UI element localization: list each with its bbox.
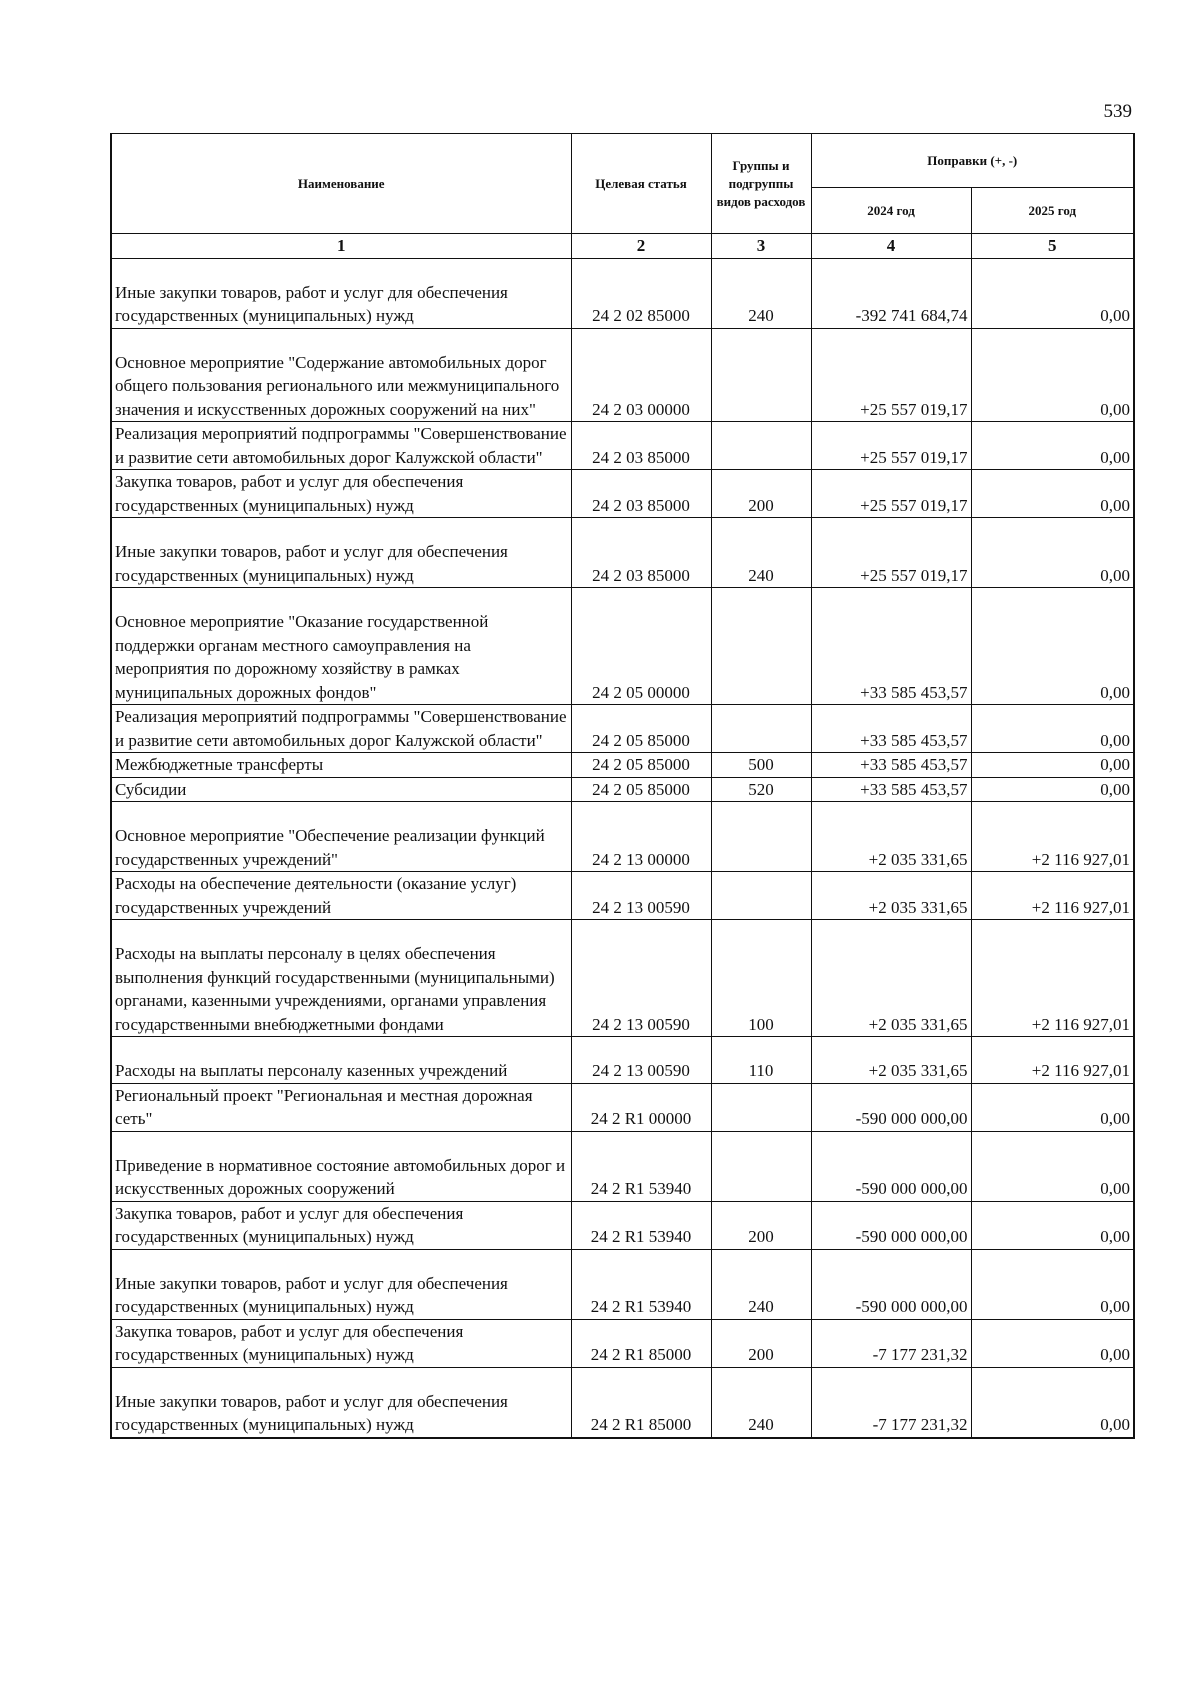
table-body (111, 258, 1134, 1438)
table-row (111, 920, 1134, 1037)
row-amount-2025: 0,00 (971, 1249, 1134, 1319)
row-amount-2024: +2 035 331,65 (811, 920, 971, 1037)
row-expense-group (711, 872, 811, 920)
row-name: Реализация мероприятий подпрограммы "Совершенствование и развитие сети автомобильных дорог Калужской области" (111, 705, 571, 753)
table-row (111, 777, 1134, 802)
header-name: Наименование (111, 134, 571, 234)
row-name: Приведение в нормативное состояние автомобильных дорог и искусственных дорожных сооружений (111, 1131, 571, 1201)
row-amount-2024: -7 177 231,32 (811, 1319, 971, 1367)
table-row (111, 1367, 1134, 1438)
row-amount-2024: -590 000 000,00 (811, 1249, 971, 1319)
row-target-article: 24 2 R1 85000 (571, 1319, 711, 1367)
row-name: Расходы на выплаты персоналу казенных учреждений (111, 1037, 571, 1084)
table-row (111, 1083, 1134, 1131)
row-name: Основное мероприятие "Оказание государственной поддержки органам местного самоуправления на мероприятия по дорожному хозяйству в рамках муниципальных дорожных фондов" (111, 588, 571, 705)
row-amount-2024: -590 000 000,00 (811, 1201, 971, 1249)
row-target-article: 24 2 02 85000 (571, 258, 711, 328)
row-amount-2024: -7 177 231,32 (811, 1367, 971, 1438)
row-target-article: 24 2 03 85000 (571, 470, 711, 518)
column-number: 1 (111, 234, 571, 259)
column-number: 2 (571, 234, 711, 259)
row-amount-2024: +33 585 453,57 (811, 753, 971, 778)
table-row (111, 470, 1134, 518)
row-expense-group: 240 (711, 518, 811, 588)
row-amount-2025: 0,00 (971, 518, 1134, 588)
row-target-article: 24 2 03 85000 (571, 422, 711, 470)
table-row (111, 1201, 1134, 1249)
row-target-article: 24 2 13 00590 (571, 872, 711, 920)
row-amount-2025: 0,00 (971, 1201, 1134, 1249)
row-expense-group: 240 (711, 1367, 811, 1438)
table-row (111, 258, 1134, 328)
row-name: Межбюджетные трансферты (111, 753, 571, 778)
row-amount-2025: 0,00 (971, 258, 1134, 328)
row-target-article: 24 2 13 00590 (571, 920, 711, 1037)
row-expense-group: 200 (711, 1201, 811, 1249)
row-amount-2025: 0,00 (971, 777, 1134, 802)
row-amount-2025: +2 116 927,01 (971, 920, 1134, 1037)
row-expense-group: 240 (711, 258, 811, 328)
row-name: Иные закупки товаров, работ и услуг для обеспечения государственных (муниципальных) нужд (111, 258, 571, 328)
row-amount-2024: +33 585 453,57 (811, 588, 971, 705)
table-row (111, 518, 1134, 588)
row-expense-group: 500 (711, 753, 811, 778)
row-amount-2025: +2 116 927,01 (971, 1037, 1134, 1084)
row-amount-2024: -590 000 000,00 (811, 1083, 971, 1131)
row-name: Иные закупки товаров, работ и услуг для обеспечения государственных (муниципальных) нужд (111, 1249, 571, 1319)
row-expense-group (711, 1131, 811, 1201)
header-amendments: Поправки (+, -) (811, 134, 1134, 188)
row-amount-2024: +2 035 331,65 (811, 872, 971, 920)
table-row (111, 1249, 1134, 1319)
row-target-article: 24 2 R1 85000 (571, 1367, 711, 1438)
header-year-2025: 2025 год (971, 188, 1134, 234)
table-row (111, 1037, 1134, 1084)
row-name: Расходы на выплаты персоналу в целях обеспечения выполнения функций государственными (муниципальными) органами, казенными учреждениями, органами управления государственными внебюджетными фондами (111, 920, 571, 1037)
row-expense-group (711, 1083, 811, 1131)
page-number: 539 (1103, 101, 1132, 122)
table-row (111, 588, 1134, 705)
row-name: Иные закупки товаров, работ и услуг для обеспечения государственных (муниципальных) нужд (111, 518, 571, 588)
row-name: Расходы на обеспечение деятельности (оказание услуг) государственных учреждений (111, 872, 571, 920)
table-row (111, 1319, 1134, 1367)
row-expense-group: 200 (711, 470, 811, 518)
row-expense-group (711, 328, 811, 422)
row-amount-2025: 0,00 (971, 588, 1134, 705)
header-expense-groups: Группы и подгруппы видов расходов (711, 134, 811, 234)
row-target-article: 24 2 05 85000 (571, 777, 711, 802)
row-target-article: 24 2 R1 00000 (571, 1083, 711, 1131)
row-name: Закупка товаров, работ и услуг для обеспечения государственных (муниципальных) нужд (111, 1319, 571, 1367)
row-amount-2025: 0,00 (971, 705, 1134, 753)
table-row (111, 705, 1134, 753)
row-amount-2025: +2 116 927,01 (971, 802, 1134, 872)
column-number: 4 (811, 234, 971, 259)
row-amount-2024: +2 035 331,65 (811, 1037, 971, 1084)
row-expense-group (711, 588, 811, 705)
row-target-article: 24 2 05 85000 (571, 705, 711, 753)
row-name: Закупка товаров, работ и услуг для обеспечения государственных (муниципальных) нужд (111, 1201, 571, 1249)
column-number-row (111, 234, 1134, 259)
row-name: Иные закупки товаров, работ и услуг для обеспечения государственных (муниципальных) нужд (111, 1367, 571, 1438)
row-amount-2024: +25 557 019,17 (811, 518, 971, 588)
row-amount-2025: +2 116 927,01 (971, 872, 1134, 920)
row-amount-2024: +2 035 331,65 (811, 802, 971, 872)
row-amount-2024: +25 557 019,17 (811, 328, 971, 422)
row-amount-2025: 0,00 (971, 1319, 1134, 1367)
row-amount-2025: 0,00 (971, 1367, 1134, 1438)
row-amount-2025: 0,00 (971, 422, 1134, 470)
row-amount-2024: -392 741 684,74 (811, 258, 971, 328)
table-row (111, 753, 1134, 778)
row-amount-2025: 0,00 (971, 1083, 1134, 1131)
row-expense-group: 110 (711, 1037, 811, 1084)
table-row (111, 422, 1134, 470)
row-amount-2025: 0,00 (971, 328, 1134, 422)
row-amount-2025: 0,00 (971, 753, 1134, 778)
row-expense-group (711, 422, 811, 470)
header-target-article: Целевая статья (571, 134, 711, 234)
column-number: 3 (711, 234, 811, 259)
row-name: Региональный проект "Региональная и местная дорожная сеть" (111, 1083, 571, 1131)
row-name: Субсидии (111, 777, 571, 802)
row-expense-group: 100 (711, 920, 811, 1037)
table-row (111, 872, 1134, 920)
column-number: 5 (971, 234, 1134, 259)
row-expense-group: 520 (711, 777, 811, 802)
row-target-article: 24 2 R1 53940 (571, 1201, 711, 1249)
row-amount-2025: 0,00 (971, 470, 1134, 518)
table-row (111, 328, 1134, 422)
row-target-article: 24 2 03 85000 (571, 518, 711, 588)
row-target-article: 24 2 R1 53940 (571, 1249, 711, 1319)
row-target-article: 24 2 05 00000 (571, 588, 711, 705)
row-name: Закупка товаров, работ и услуг для обеспечения государственных (муниципальных) нужд (111, 470, 571, 518)
row-target-article: 24 2 05 85000 (571, 753, 711, 778)
row-expense-group: 200 (711, 1319, 811, 1367)
row-name: Основное мероприятие "Обеспечение реализации функций государственных учреждений" (111, 802, 571, 872)
row-amount-2024: +25 557 019,17 (811, 422, 971, 470)
row-amount-2024: +25 557 019,17 (811, 470, 971, 518)
row-amount-2024: +33 585 453,57 (811, 777, 971, 802)
row-target-article: 24 2 13 00000 (571, 802, 711, 872)
row-amount-2024: -590 000 000,00 (811, 1131, 971, 1201)
row-amount-2024: +33 585 453,57 (811, 705, 971, 753)
row-expense-group (711, 802, 811, 872)
row-name: Реализация мероприятий подпрограммы "Совершенствование и развитие сети автомобильных дорог Калужской области" (111, 422, 571, 470)
row-name: Основное мероприятие "Содержание автомобильных дорог общего пользования регионального или межмуниципального значения и искусственных дорожных сооружений на них" (111, 328, 571, 422)
budget-amendments-table (110, 133, 1135, 1439)
header-year-2024: 2024 год (811, 188, 971, 234)
table-row (111, 802, 1134, 872)
row-target-article: 24 2 13 00590 (571, 1037, 711, 1084)
row-amount-2025: 0,00 (971, 1131, 1134, 1201)
row-target-article: 24 2 03 00000 (571, 328, 711, 422)
row-expense-group: 240 (711, 1249, 811, 1319)
row-expense-group (711, 705, 811, 753)
table-row (111, 1131, 1134, 1201)
row-target-article: 24 2 R1 53940 (571, 1131, 711, 1201)
